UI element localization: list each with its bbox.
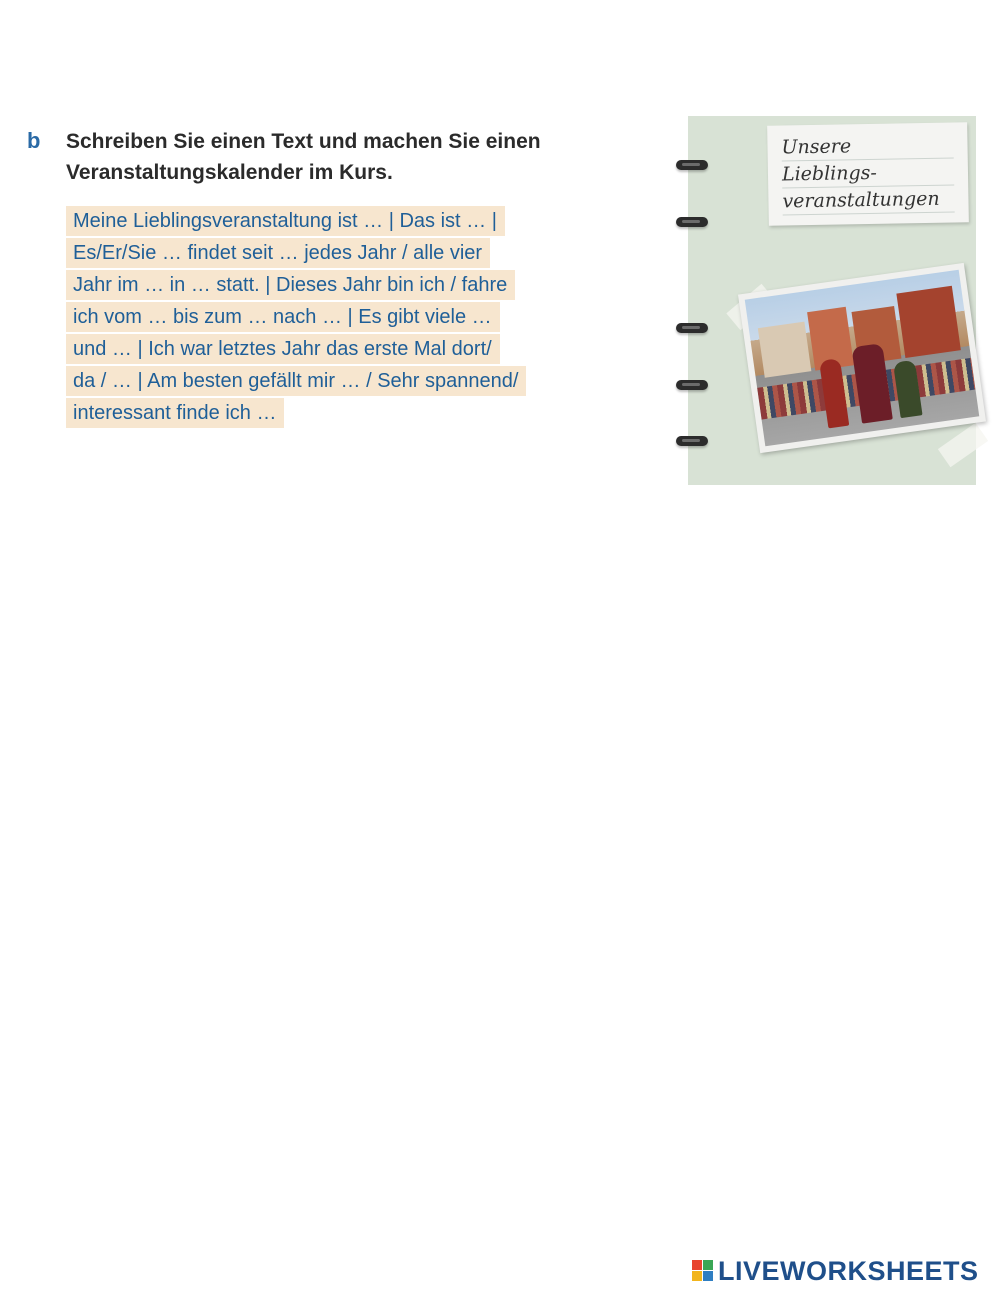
- phrase-text: ich vom … bis zum … nach … | Es gibt viele …: [66, 302, 500, 332]
- spiral-binding-icon: [676, 436, 708, 446]
- note-line: Lieblings-: [782, 160, 954, 189]
- phrase-line: [66, 334, 626, 366]
- spiral-binding-icon: [676, 217, 708, 227]
- notebook-card: [688, 116, 976, 485]
- phrase-box: [66, 206, 626, 430]
- tape-strip: [938, 423, 988, 467]
- spiral-binding-icon: [676, 323, 708, 333]
- phrase-text: Meine Lieblingsveranstaltung ist … | Das ist … |: [66, 206, 505, 236]
- phrase-text: Jahr im … in … statt. | Dieses Jahr bin ich / fahre: [66, 270, 515, 300]
- liveworksheets-logo-icon: [692, 1260, 714, 1282]
- festival-parade-photo: [745, 270, 979, 447]
- phrase-line: [66, 302, 626, 334]
- task-instruction-line: Schreiben Sie einen Text und machen Sie einen: [66, 130, 541, 153]
- phrase-text: Es/Er/Sie … findet seit … jedes Jahr / alle vier: [66, 238, 490, 268]
- task-instruction: [66, 126, 626, 188]
- photo-building: [897, 286, 962, 358]
- phrase-line: [66, 398, 626, 430]
- phrase-text: da / … | Am besten gefällt mir … / Sehr spannend/: [66, 366, 526, 396]
- note-line: veranstaltungen: [782, 186, 954, 215]
- brand-name: LIVEWORKSHEETS: [718, 1255, 979, 1286]
- task-instruction-line: Veranstaltungskalender im Kurs.: [66, 161, 393, 184]
- task-letter: b: [27, 128, 41, 153]
- phrase-line: [66, 206, 626, 238]
- photo-building: [757, 321, 811, 377]
- phrase-line: [66, 270, 626, 302]
- spiral-binding-icon: [676, 160, 708, 170]
- phrase-line: [66, 238, 626, 270]
- brand-logo: [692, 1256, 979, 1286]
- note-paper: [767, 122, 969, 225]
- photo-frame: [738, 263, 986, 453]
- phrase-text: und … | Ich war letztes Jahr das erste Mal dort/: [66, 334, 500, 364]
- phrase-line: [66, 366, 626, 398]
- spiral-binding-icon: [676, 380, 708, 390]
- phrase-text: interessant finde ich …: [66, 398, 284, 428]
- note-line: Unsere: [781, 133, 953, 162]
